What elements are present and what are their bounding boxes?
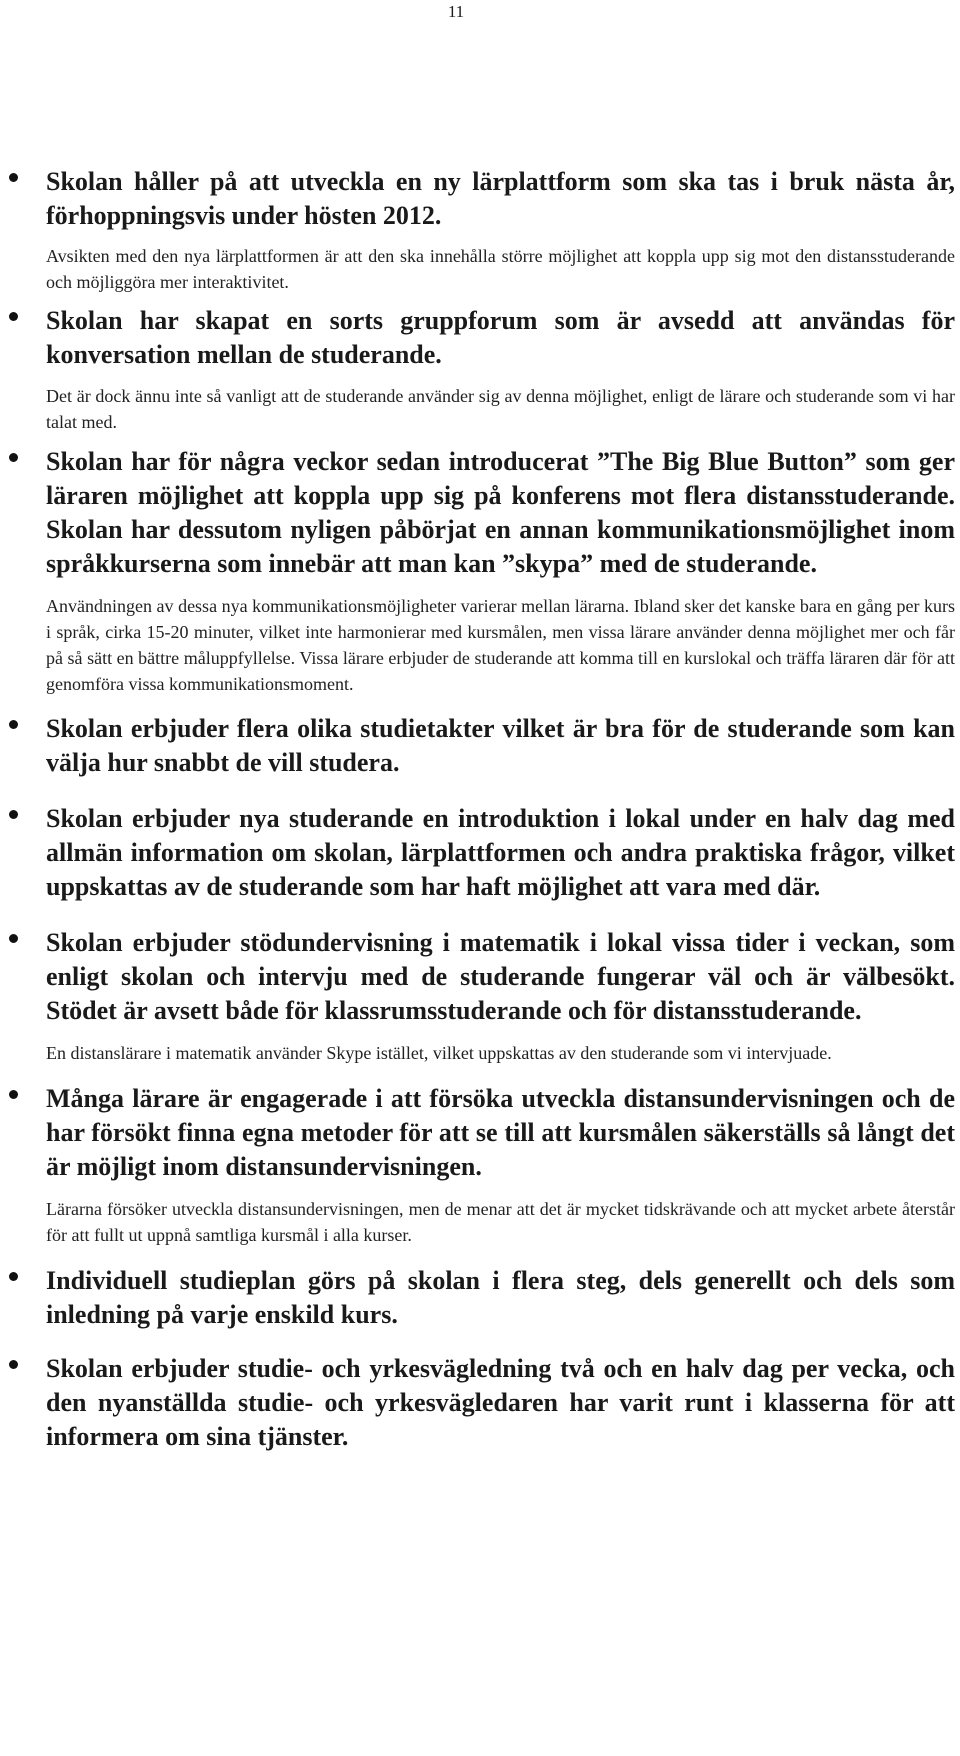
list-item [46, 1082, 955, 1248]
item-heading: Skolan erbjuder stödundervisning i matematik i lokal vissa tider i veckan, som enligt skolan och intervju med de studerande fungerar väl och är välbesökt. Stödet är avsett både för klassrumsstuderande och för distansstuderande. [46, 928, 955, 1025]
list-item [46, 802, 955, 904]
bullet-icon [9, 453, 18, 462]
list-item [46, 304, 955, 435]
page-number: 11 [447, 2, 465, 21]
item-body: Avsikten med den nya lärplattformen är att den ska innehålla större möjlighet att koppla upp sig mot den distansstuderande och möjliggöra mer interaktivitet. [46, 246, 955, 292]
item-heading: Skolan erbjuder flera olika studietakter vilket är bra för de studerande som kan välja hur snabbt de vill studera. [46, 714, 955, 777]
list-item [46, 712, 955, 780]
item-heading: Skolan erbjuder studie- och yrkesvägledning två och en halv dag per vecka, och den nyanställda studie- och yrkesvägledaren har varit runt i klasserna för att informera om sina tjänster. [46, 1354, 955, 1451]
item-heading: Skolan har skapat en sorts gruppforum som är avsedd att användas för konversation mellan de studerande. [46, 306, 955, 369]
bullet-icon [9, 1272, 18, 1281]
bullet-icon [9, 810, 18, 819]
document-body [46, 165, 955, 1454]
item-body: Det är dock ännu inte så vanligt att de studerande använder sig av denna möjlighet, enligt de lärare och studerande som vi har talat med. [46, 386, 955, 432]
bullet-icon [9, 720, 18, 729]
item-body: En distanslärare i matematik använder Skype istället, vilket uppskattas av den studerande som vi intervjuade. [46, 1043, 832, 1063]
list-item [46, 926, 955, 1066]
item-body: Lärarna försöker utveckla distansundervisningen, men de menar att det är mycket tidskrävande och att mycket arbete återstår för att fullt ut uppnå samtliga kursmål i alla kurser. [46, 1199, 955, 1245]
bullet-icon [9, 934, 18, 943]
item-heading: Individuell studieplan görs på skolan i flera steg, dels generellt och dels som inledning på varje enskild kurs. [46, 1266, 955, 1329]
item-heading: Många lärare är engagerade i att försöka utveckla distansundervisningen och de har försökt finna egna metoder för att se till att kursmålen säkerställs så långt det är möjligt inom distansundervisningen. [46, 1084, 955, 1181]
list-item [46, 1264, 955, 1332]
bullet-icon [9, 1090, 18, 1099]
bullet-icon [9, 173, 18, 182]
list-item [46, 1352, 955, 1454]
item-heading: Skolan har för några veckor sedan introducerat ”The Big Blue Button” som ger läraren möjlighet att koppla upp sig på konferens mot flera distansstuderande. Skolan har dessutom nyligen påbörjat en annan kommunikationsmöjlighet inom språkkurserna som innebär att man kan ”skypa” med de studerande. [46, 447, 955, 578]
list-item [46, 165, 955, 295]
bullet-icon [9, 312, 18, 321]
bullet-icon [9, 1360, 18, 1369]
item-heading: Skolan erbjuder nya studerande en introduktion i lokal under en halv dag med allmän information om skolan, lärplattformen och andra praktiska frågor, vilket uppskattas av de studerande som har haft möjlighet att vara med där. [46, 804, 955, 901]
item-heading: Skolan håller på att utveckla en ny lärplattform som ska tas i bruk nästa år, förhoppningsvis under hösten 2012. [46, 167, 955, 230]
list-item [46, 445, 955, 697]
item-body: Användningen av dessa nya kommunikationsmöjligheter varierar mellan lärarna. Ibland sker det kanske bara en gång per kurs i språk, cirka 15-20 minuter, vilket inte harmonierar med kursmålen, men vissa lärare använder denna möjlighet mer och får på så sätt en bättre måluppfyllelse. Vissa lärare erbjuder de studerande att komma till en kurslokal och träffa läraren där för att genomföra vissa kommunikationsmoment. [46, 596, 955, 694]
